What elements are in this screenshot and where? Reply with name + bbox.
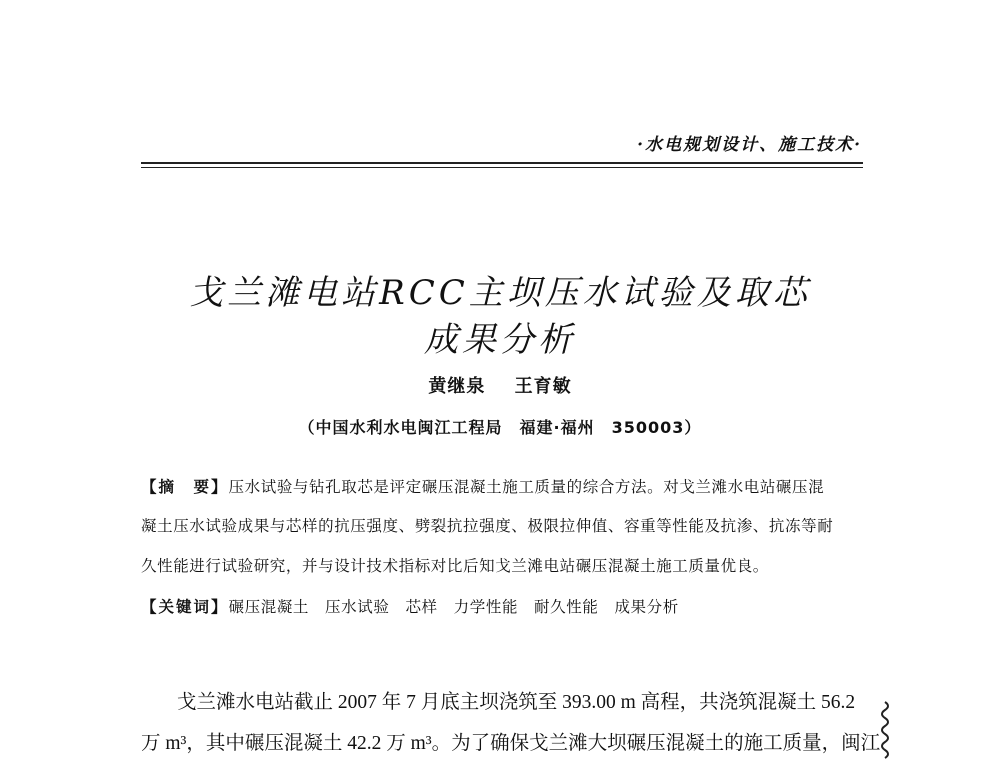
body-paragraph-line-2: 万 m³，其中碾压混凝土 42.2 万 m³。为了确保戈兰滩大坝碾压混凝土的施工质量，闽江 [141,733,881,754]
abstract-line-3: 久性能进行试验研究，并与设计技术指标对比后知戈兰滩电站碾压混凝土施工质量优良。 [141,557,769,575]
keyword: 耐久性能 [534,598,599,616]
keyword: 碾压混凝土 [228,598,310,616]
header-rule-thick [141,162,863,164]
author-name: 黄继泉 [428,376,486,397]
paper-title-line-2: 成果分析 [424,320,576,360]
body-paragraph-line-1: 戈兰滩水电站截止 2007 年 7 月底主坝浇筑至 393.00 m 高程，共浇筑混凝土 56.2 [177,692,856,713]
keyword: 力学性能 [453,598,519,616]
keyword: 成果分析 [614,598,679,616]
abstract-line-1 [141,478,863,496]
author-list [0,372,1000,398]
page-edge-binding-mark [876,700,894,760]
section-header-tag: ·水电规划设计、施工技术· [637,135,862,155]
abstract-line-2: 凝土压水试验成果与芯样的抗压强度、劈裂抗拉强度、极限拉伸值、容重等性能及抗渗、抗冻等耐 [141,517,834,535]
affiliation: （中国水利水电闽江工程局 福建·福州 350003） [298,418,702,437]
header-rule-thin [141,167,863,168]
keywords-label: 【关键词】 [141,598,229,616]
abstract-label: 【摘 要】 [141,478,229,496]
keywords-line [141,598,863,616]
keyword: 芯样 [405,598,438,616]
keyword: 压水试验 [325,598,390,616]
abstract-text-1: 压水试验与钻孔取芯是评定碾压混凝土施工质量的综合方法。对戈兰滩水电站碾压混 [228,478,825,496]
paper-title-line-1: 戈兰滩电站RCC主坝压水试验及取芯 [189,273,811,313]
author-name: 王育敏 [514,376,572,397]
